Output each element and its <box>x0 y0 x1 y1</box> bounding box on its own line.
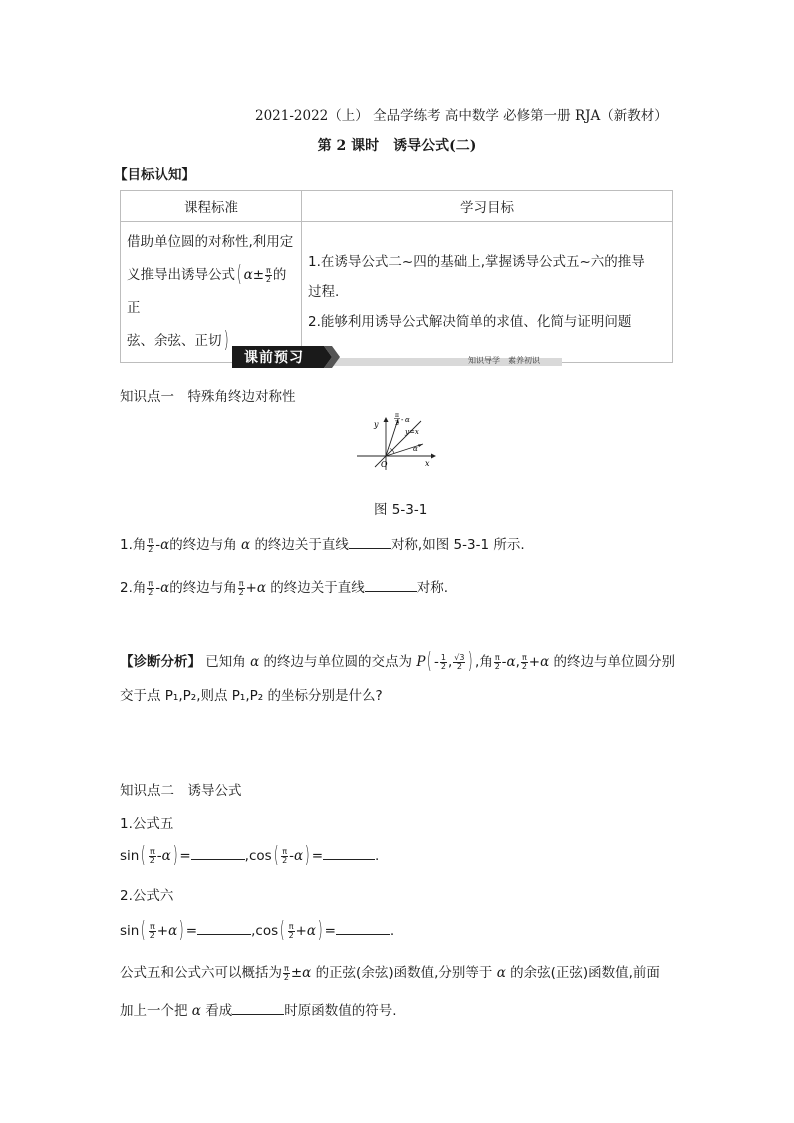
kp2-heading: 知识点二 诱导公式 <box>120 783 242 799</box>
formula5-label: 1.公式五 <box>120 816 174 832</box>
blank-sin6[interactable] <box>197 920 251 935</box>
svg-text:y: y <box>374 420 379 429</box>
kp1-item2: 2.角 $\frac{\pi}{2}$ -α的终边与角 $\frac{\pi}{2}$ +α 的终边关于直线 对称. <box>120 578 449 597</box>
blank-cos6[interactable] <box>336 920 390 935</box>
blank-line-1[interactable] <box>349 534 391 549</box>
summary-line2: 加上一个把 α 看成 时原函数值的符号. <box>120 999 397 1019</box>
blank-cos5[interactable] <box>323 845 375 860</box>
blank-summary[interactable] <box>232 1000 284 1015</box>
svg-text:x: x <box>425 459 430 468</box>
goal-table <box>120 190 673 363</box>
summary-line1: 公式五和公式六可以概括为 $\frac{\pi}{2}$ ±α 的正弦(余弦)函数值,分别等于 α 的余弦(正弦)函数值,前面 <box>120 963 660 982</box>
banner-title: 课前预习 <box>244 350 304 366</box>
blank-sin5[interactable] <box>191 845 245 860</box>
standard-cell: 借助单位圆的对称性,利用定 义推导出诱导公式( α± $\frac{\pi}{2}$ 的正 弦、余弦、正切) <box>121 222 302 363</box>
formula5: sin( $\frac{\pi}{2}$ -α) = ,cos( $\frac{\pi}{2}$ -α) = . <box>120 843 380 868</box>
svg-text:-: - <box>401 416 404 424</box>
kp1-heading: 知识点一 特殊角终边对称性 <box>120 389 296 405</box>
col-header-objective: 学习目标 <box>302 191 673 222</box>
banner-subtitle: 知识导学 素养初识 <box>468 356 540 365</box>
series-line: 2021-2022（上） 全品学练考 高中数学 必修第一册 RJA（新教材） <box>255 108 668 124</box>
kp1-item1: 1.角 $\frac{\pi}{2}$ -α的终边与角 α 的终边关于直线 对称,如图 5-3-1 所示. <box>120 535 525 554</box>
svg-text:α: α <box>405 416 410 424</box>
svg-text:π: π <box>395 412 399 419</box>
figure-caption: 图 5-3-1 <box>374 502 428 518</box>
svg-text:y=x: y=x <box>405 428 419 436</box>
objective-cell: 1.在诱导公式二~四的基础上,掌握诱导公式五~六的推导 过程. 2.能够利用诱导公式解决简单的求值、化简与证明问题 <box>302 222 673 363</box>
svg-text:O: O <box>381 460 388 469</box>
goal-heading: 【目标认知】 <box>114 167 195 183</box>
lesson-title: 第 2 课时 诱导公式(二) <box>317 138 477 154</box>
svg-text:α: α <box>413 445 418 453</box>
diagnosis-line1: 【诊断分析】 已知角 α 的终边与单位圆的交点为 P( - $\frac{1}{2}$ , $\frac{√3}{2}$ ) ,角 $\frac{\pi}{2}$ -α, $\frac{\pi}{2}$ +α 的终边与单位圆分别 <box>120 649 676 674</box>
col-header-standard: 课程标准 <box>121 191 302 222</box>
formula6: sin( $\frac{\pi}{2}$ +α) = ,cos( $\frac{\pi}{2}$ +α) = . <box>120 918 395 943</box>
angle-symmetry-figure <box>355 410 445 472</box>
blank-line-2[interactable] <box>365 577 417 592</box>
diagnosis-line2: 交于点 P₁,P₂,则点 P₁,P₂ 的坐标分别是什么? <box>120 688 383 704</box>
formula6-label: 2.公式六 <box>120 888 174 904</box>
svg-text:2: 2 <box>395 420 399 427</box>
